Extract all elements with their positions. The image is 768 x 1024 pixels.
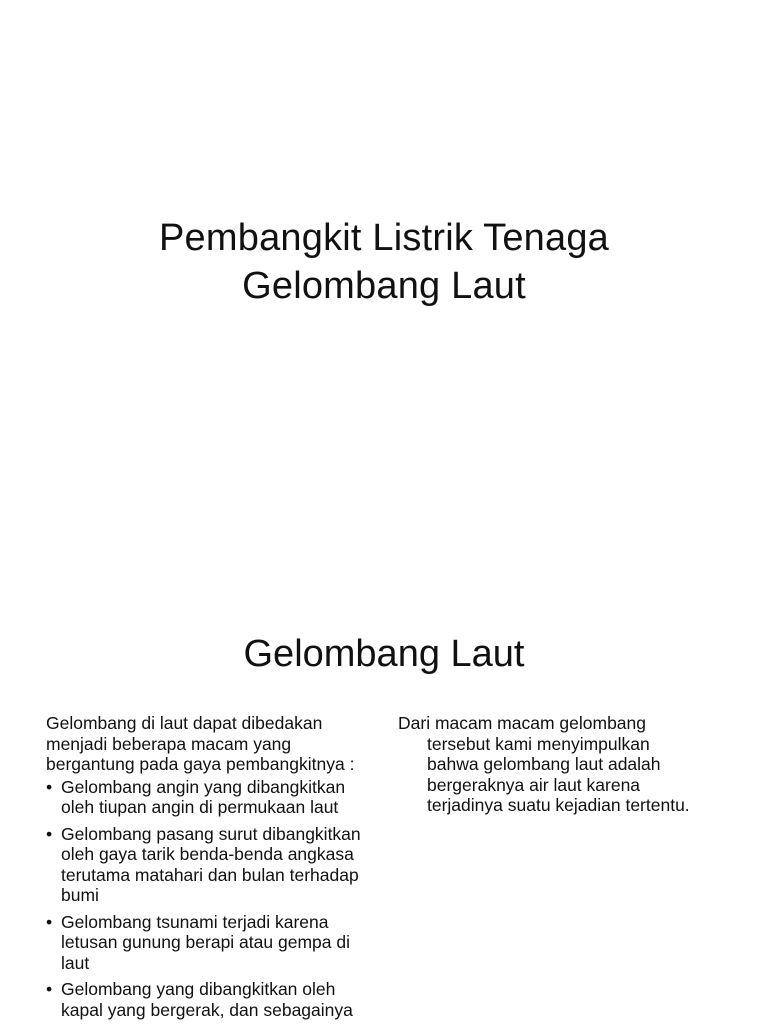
bullet-icon: • (46, 823, 53, 844)
slide-heading: Gelombang Laut (243, 632, 525, 675)
bullet-list (46, 777, 371, 1021)
list-item-text: Gelombang angin yang dibangkitkan oleh tiupan angin di permukaan laut (61, 776, 346, 817)
list-item (46, 777, 371, 818)
list-item-text: Gelombang pasang surut dibangkitkan oleh gaya tarik benda-benda angkasa terutama matahari dan bulan terhadap bumi (61, 823, 361, 905)
slide-content (0, 540, 768, 1024)
list-item (46, 824, 371, 906)
presentation-title (0, 215, 768, 309)
bullet-icon: • (46, 776, 53, 797)
left-column (46, 713, 371, 1024)
bullet-icon: • (46, 911, 53, 932)
title-line-1: Pembangkit Listrik Tenaga (159, 217, 609, 260)
conclusion-paragraph: Dari macam macam gelombang tersebut kami menyimpulkan bahwa gelombang laut adalah bergeraknya air laut karena terjadinya suatu kejadian tertentu. (398, 713, 690, 815)
left-intro-text: Gelombang di laut dapat dibedakan menjadi beberapa macam yang bergantung pada gaya pembangkitnya : (46, 713, 355, 774)
list-item (46, 979, 371, 1020)
list-item-text: Gelombang tsunami terjadi karena letusan gunung berapi atau gempa di laut (61, 911, 350, 973)
bullet-icon: • (46, 979, 53, 999)
list-item (46, 912, 371, 974)
list-item-text: Gelombang yang dibangkitkan oleh kapal yang bergerak, dan sebagainya (61, 979, 353, 1020)
right-column (398, 713, 698, 816)
title-line-2: Gelombang Laut (242, 264, 526, 307)
